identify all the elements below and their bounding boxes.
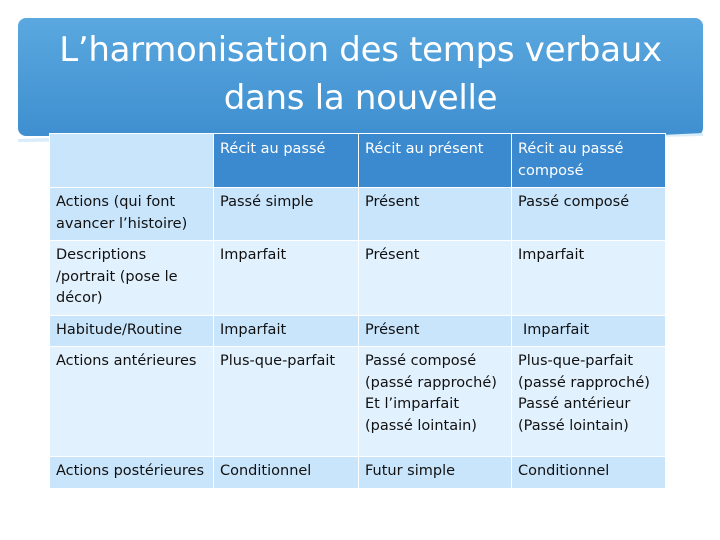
slide-title-line-1: L’harmonisation des temps verbaux bbox=[59, 30, 662, 70]
table-cell: Plus-que-parfait bbox=[214, 347, 359, 457]
table-cell: Présent bbox=[359, 315, 512, 347]
table-cell: Conditionnel bbox=[214, 457, 359, 489]
header-recit-passe-compose: Récit au passé composé bbox=[512, 134, 666, 188]
row-label: Actions (qui font avancer l’histoire) bbox=[50, 188, 214, 241]
table-cell: Plus-que-parfait (passé rapproché) Passé antérieur (Passé lointain) bbox=[512, 347, 666, 457]
row-label: Actions antérieures bbox=[50, 347, 214, 457]
row-label: Descriptions /portrait (pose le décor) bbox=[50, 241, 214, 316]
table-cell: Imparfait bbox=[512, 315, 666, 347]
table-cell: Conditionnel bbox=[512, 457, 666, 489]
slide-title bbox=[18, 26, 703, 122]
table-row bbox=[50, 347, 666, 457]
header-recit-passe: Récit au passé bbox=[214, 134, 359, 188]
row-label: Actions postérieures bbox=[50, 457, 214, 489]
row-label: Habitude/Routine bbox=[50, 315, 214, 347]
table-cell: Passé composé (passé rapproché) Et l’imparfait (passé lointain) bbox=[359, 347, 512, 457]
header-recit-present: Récit au présent bbox=[359, 134, 512, 188]
table-row bbox=[50, 315, 666, 347]
table-cell: Présent bbox=[359, 188, 512, 241]
table-row bbox=[50, 188, 666, 241]
table-cell: Présent bbox=[359, 241, 512, 316]
table-cell: Futur simple bbox=[359, 457, 512, 489]
verb-tense-table bbox=[49, 133, 666, 489]
table-cell: Imparfait bbox=[512, 241, 666, 316]
header-corner-cell bbox=[50, 134, 214, 188]
table-cell: Imparfait bbox=[214, 241, 359, 316]
table-row bbox=[50, 241, 666, 316]
table-cell: Passé composé bbox=[512, 188, 666, 241]
table-cell: Imparfait bbox=[214, 315, 359, 347]
table-row bbox=[50, 457, 666, 489]
table-cell: Passé simple bbox=[214, 188, 359, 241]
table-header-row bbox=[50, 134, 666, 188]
slide-title-line-2: dans la nouvelle bbox=[223, 78, 498, 118]
